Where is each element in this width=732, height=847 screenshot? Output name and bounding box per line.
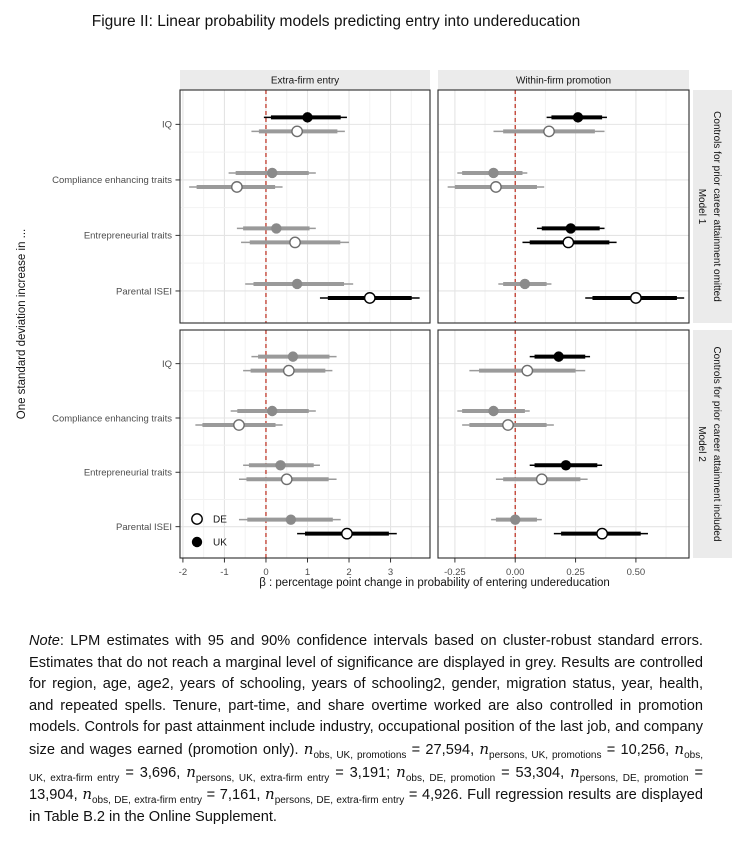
x-tick-label: 0.00 — [505, 567, 525, 578]
estimate-point-de — [234, 420, 244, 430]
estimate-point-de — [503, 420, 513, 430]
x-tick-label: -2 — [178, 567, 188, 578]
x-tick-label: -1 — [220, 567, 229, 578]
math-variable: n — [186, 762, 196, 781]
estimate-point-uk — [286, 514, 296, 524]
math-subscript: persons, DE, promotion — [579, 772, 689, 784]
x-tick-label: 2 — [346, 567, 352, 578]
category-label: Parental ISEI — [116, 521, 172, 533]
estimate-point-de — [544, 126, 554, 136]
estimate-point-de — [284, 365, 294, 375]
estimate-point-uk — [288, 351, 298, 361]
panel-background — [438, 330, 689, 558]
x-tick-label: 0 — [263, 567, 269, 578]
note-text: Note — [29, 633, 60, 649]
note-text: : LPM estimates with 95 and 90% confidence intervals based on cluster-robust standard errors. Estimates that do not reach a marginal level of significance are displayed in grey. Results are controlled for region, age, age2, years of schooling, years of schooling2, gender, migration status, year, health, and repeated spells. Tenure, part-time, and share overtime worked are also controlled in promotion models. Controls for past attainment include industry, occupational position of the last job, and company size and wages earned (promotion only). — [29, 633, 703, 758]
estimate-point-uk — [566, 223, 576, 233]
facet-strip-top — [180, 70, 430, 90]
estimate-point-uk — [488, 168, 498, 178]
note-text: = 7,161, — [202, 787, 266, 804]
math-variable: n — [479, 739, 490, 758]
facet-row-model-label: Model 1 — [696, 188, 707, 225]
x-tick-label: -0.25 — [444, 567, 466, 578]
facet-col-label: Extra-firm entry — [270, 75, 340, 87]
facet-strip-right — [693, 330, 732, 558]
math-variable: n — [265, 785, 275, 804]
y-axis-title: One standard deviation increase in ... — [16, 228, 28, 420]
estimate-point-de — [597, 528, 607, 538]
estimate-point-uk — [292, 279, 302, 289]
panel-model2-0 — [52, 330, 430, 578]
math-subscript: persons, UK, promotions — [489, 749, 602, 761]
category-label: IQ — [161, 358, 172, 370]
note-text: = 27,594, — [406, 741, 480, 758]
estimate-point-de — [290, 237, 300, 247]
x-axis-title: β : percentage point change in probability of entering undereducation — [259, 577, 610, 589]
estimate-point-de — [563, 237, 573, 247]
estimate-point-uk — [520, 279, 530, 289]
math-subscript: persons, DE, extra-firm entry — [274, 795, 405, 807]
estimate-point-de — [365, 293, 375, 303]
math-subscript: obs, UK, promotions — [313, 749, 407, 761]
estimate-point-uk — [573, 112, 583, 122]
x-tick-label: 0.25 — [566, 567, 585, 578]
x-tick-label: 3 — [387, 567, 394, 578]
panel-model1-0 — [52, 90, 430, 323]
note-text: = 10,256, — [601, 741, 675, 758]
math-variable: n — [396, 762, 406, 781]
note-text: = 4,926. Full regression results are displayed in Table B.2 in the Online Supplement. — [29, 787, 704, 825]
note-text: = 13,904, — [29, 764, 703, 804]
estimate-point-uk — [488, 406, 498, 416]
math-subscript: persons, UK, extra-firm entry — [195, 772, 330, 784]
panel-model1-1 — [438, 90, 689, 323]
estimate-point-uk — [271, 223, 281, 233]
estimate-point-de — [491, 182, 501, 192]
math-subscript: obs, UK, extra-firm entry — [29, 749, 703, 784]
category-label: IQ — [161, 119, 172, 131]
x-tick-label: 1 — [304, 567, 311, 578]
legend-entry-label: UK — [213, 537, 227, 549]
facet-col-label: Within-firm promotion — [515, 75, 612, 87]
math-subscript: obs, DE, extra-firm entry — [91, 795, 203, 807]
estimate-point-uk — [302, 112, 312, 122]
estimate-point-uk — [267, 406, 277, 416]
panel-background — [438, 90, 689, 323]
estimate-point-de — [522, 365, 532, 375]
math-variable: n — [570, 762, 580, 781]
category-label: Entrepreneurial traits — [83, 230, 172, 242]
estimate-point-de — [631, 293, 641, 303]
legend-marker-open — [192, 514, 202, 524]
math-variable: n — [674, 739, 685, 758]
math-subscript: obs, DE, promotion — [405, 772, 496, 784]
estimate-point-uk — [510, 514, 520, 524]
legend-marker-filled — [192, 537, 202, 547]
estimate-point-de — [342, 528, 352, 538]
category-label: Compliance enhancing traits — [52, 413, 172, 425]
category-label: Entrepreneurial traits — [83, 467, 172, 479]
category-label: Parental ISEI — [116, 286, 172, 298]
facet-row-control-label: Controls for prior career attainment omitted — [711, 111, 722, 302]
category-label: Compliance enhancing traits — [52, 175, 172, 187]
estimate-point-de — [292, 126, 302, 136]
estimate-point-de — [282, 474, 292, 484]
facet-strip-top — [438, 70, 689, 90]
estimate-point-uk — [561, 460, 571, 470]
note-text: = 3,191; — [329, 764, 397, 781]
facet-strip-right — [693, 90, 732, 323]
math-variable: n — [303, 739, 314, 758]
legend-entry-label: DE — [213, 514, 227, 526]
facet-row-control-label: Controls for prior career attainment included — [711, 346, 722, 542]
note-text: = 3,696, — [119, 764, 187, 781]
x-tick-label: 0.50 — [626, 567, 646, 578]
estimate-point-uk — [275, 460, 285, 470]
note-text: = 53,304, — [495, 764, 571, 781]
facet-row-model-label: Model 2 — [696, 426, 707, 462]
figure-title: Figure II: Linear probability models predicting entry into undereducation — [91, 13, 581, 30]
estimate-point-de — [537, 474, 547, 484]
math-variable: n — [82, 785, 92, 804]
panel-background — [180, 90, 430, 323]
panel-model2-1 — [438, 330, 689, 578]
figure-note — [29, 631, 703, 828]
estimate-point-uk — [553, 351, 563, 361]
estimate-point-de — [232, 182, 242, 192]
estimate-point-uk — [267, 168, 277, 178]
